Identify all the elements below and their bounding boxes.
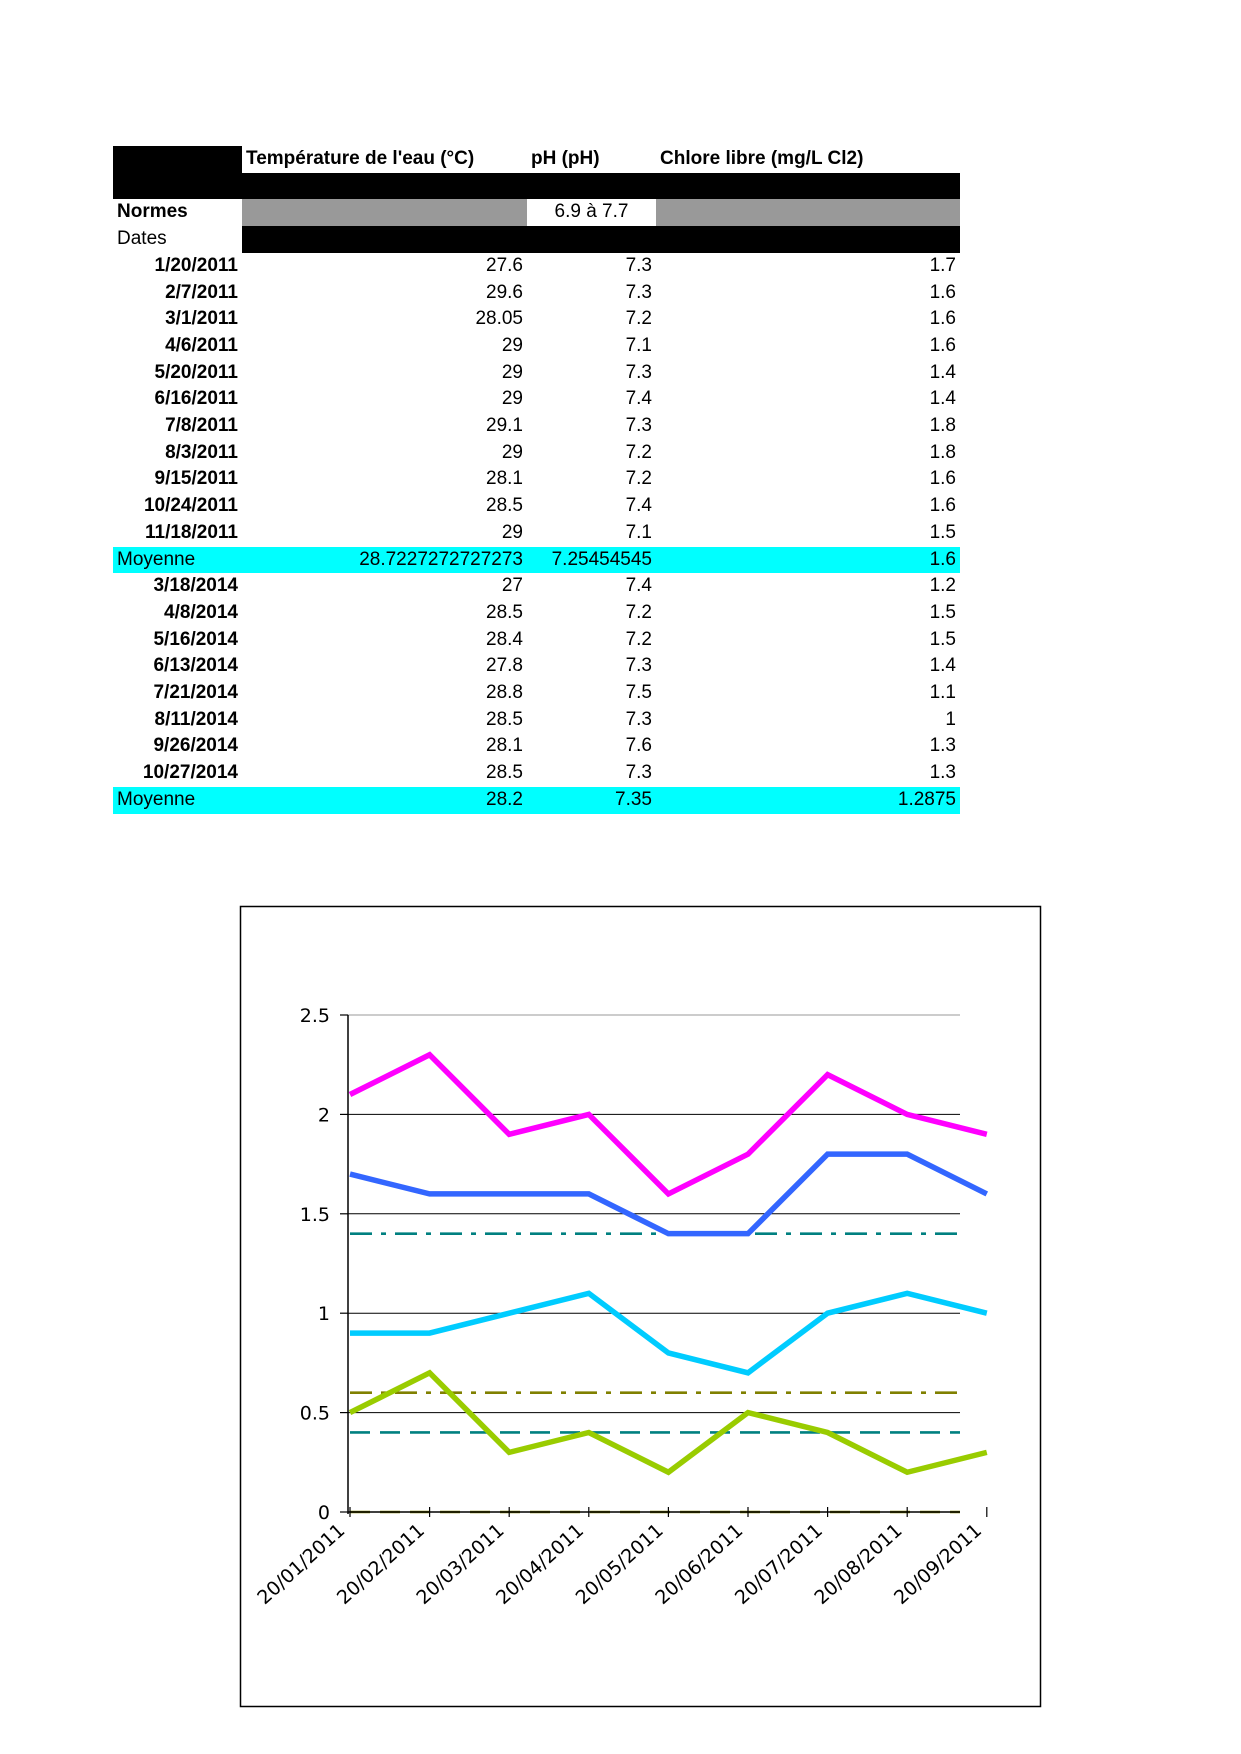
value-cell: 28.5 [486,762,523,784]
date-cell: 8/11/2014 [154,708,238,730]
y-tick-label: 2.5 [299,1005,330,1027]
x-tick-label: 20/05/2011 [571,1519,668,1609]
value-cell: 28.05 [475,308,523,330]
header-temperature: Température de l'eau (°C) [246,148,475,169]
value-cell: 29 [501,441,523,463]
normes-ph-value: 6.9 à 7.7 [554,201,629,223]
table-row [113,573,960,600]
table-row [113,760,960,787]
date-cell: 9/26/2014 [153,735,238,757]
average-label: Moyenne [113,787,242,814]
average-value: 1.2875 [656,787,960,814]
value-cell: 1.3 [929,735,956,757]
value-cell: 7.3 [625,708,652,730]
value-cell: 1.8 [929,441,956,463]
value-cell: 29 [501,521,523,543]
value-cell: 1.6 [929,334,956,356]
date-cell: 5/20/2011 [154,361,238,383]
value-cell: 1 [945,708,956,730]
value-cell: 7.3 [625,415,652,437]
date-cell: 8/3/2011 [165,441,238,463]
value-cell: 7.3 [625,361,652,383]
value-cell: 1.4 [929,388,956,410]
y-tick-label: 0 [317,1502,330,1524]
value-cell: 1.6 [929,468,956,490]
value-cell: 28.1 [486,735,523,757]
average-value: 28.2 [242,787,527,814]
value-cell: 7.2 [625,441,652,463]
table-row [113,386,960,413]
x-tick-label: 20/02/2011 [332,1519,429,1609]
date-cell: 7/21/2014 [153,682,238,704]
value-cell: 1.3 [929,762,956,784]
value-cell: 7.6 [625,735,652,757]
average-value: 7.25454545 [527,547,656,574]
data-table [113,146,960,814]
line-chart [240,906,987,1609]
average-row [113,787,960,814]
value-cell: 7.4 [625,495,652,517]
date-cell: 4/8/2014 [164,601,238,623]
normes-row [113,199,960,226]
value-cell: 7.2 [625,308,652,330]
date-cell: 11/18/2011 [145,521,238,543]
date-cell: 5/16/2014 [153,628,238,650]
table-row [113,440,960,467]
normes-temperature-cell [242,199,527,226]
normes-label: Normes [117,201,188,223]
value-cell: 1.5 [929,628,956,650]
value-cell: 7.2 [625,628,652,650]
table-row [113,333,960,360]
value-cell: 7.3 [625,281,652,303]
chart-svg [240,906,987,1609]
value-cell: 29 [501,361,523,383]
value-cell: 1.8 [929,415,956,437]
x-tick-label: 20/06/2011 [651,1519,748,1609]
value-cell: 1.7 [929,254,956,276]
value-cell: 28.5 [486,495,523,517]
table-row [113,600,960,627]
header-ph: pH (pH) [531,148,600,169]
x-tick-label: 20/08/2011 [810,1519,907,1609]
date-cell: 9/15/2011 [154,468,238,490]
value-cell: 29 [501,334,523,356]
dates-row [113,226,960,253]
value-cell: 7.1 [625,334,652,356]
value-cell: 7.2 [625,468,652,490]
value-cell: 7.4 [625,388,652,410]
value-cell: 1.5 [929,521,956,543]
date-cell: 6/13/2014 [153,655,238,677]
value-cell: 27 [501,575,523,597]
header-chlore: Chlore libre (mg/L Cl2) [660,148,864,169]
value-cell: 1.1 [929,682,956,704]
date-cell: 6/16/2011 [154,388,238,410]
table-row [113,627,960,654]
date-cell: 1/20/2011 [154,254,238,276]
normes-chlore-cell [656,199,960,226]
value-cell: 1.6 [929,495,956,517]
value-cell: 28.4 [486,628,523,650]
value-cell: 27.8 [486,655,523,677]
x-tick-label: 20/07/2011 [730,1519,827,1609]
value-cell: 1.6 [929,308,956,330]
average-label: Moyenne [113,547,242,574]
date-cell: 10/27/2014 [142,762,238,784]
table-row [113,493,960,520]
value-cell: 7.4 [625,575,652,597]
y-tick-label: 1 [317,1303,330,1326]
average-value: 28.7227272727273 [242,547,527,574]
table-row [113,360,960,387]
black-band-row [113,173,960,200]
table-row [113,680,960,707]
value-cell: 7.3 [625,762,652,784]
table-row [113,733,960,760]
table-row [113,520,960,547]
date-cell: 2/7/2011 [165,281,238,303]
date-cell: 3/1/2011 [165,308,238,330]
table-row [113,653,960,680]
value-cell: 29.6 [486,281,523,303]
value-cell: 7.3 [625,254,652,276]
value-cell: 28.5 [486,708,523,730]
table-row [113,280,960,307]
x-tick-label: 20/09/2011 [890,1519,987,1609]
value-cell: 7.2 [625,601,652,623]
average-row [113,547,960,574]
y-tick-label: 0.5 [299,1402,330,1425]
value-cell: 28.5 [486,601,523,623]
dates-label: Dates [117,228,167,250]
x-tick-label: 20/01/2011 [253,1519,350,1609]
table-row [113,466,960,493]
header-cell-empty [113,146,242,173]
table-row [113,413,960,440]
value-cell: 1.2 [929,575,956,597]
x-tick-label: 20/04/2011 [492,1519,589,1609]
value-cell: 1.6 [929,281,956,303]
value-cell: 27.6 [486,254,523,276]
header-row [113,146,960,173]
average-value: 7.35 [527,787,656,814]
average-value: 1.6 [656,547,960,574]
table-row [113,253,960,280]
date-cell: 10/24/2011 [143,495,238,517]
y-tick-label: 1.5 [299,1203,330,1226]
value-cell: 7.5 [625,682,652,704]
table-row [113,306,960,333]
table-row [113,707,960,734]
value-cell: 7.3 [625,655,652,677]
value-cell: 1.4 [929,361,956,383]
date-cell: 3/18/2014 [153,575,238,597]
value-cell: 1.5 [929,601,956,623]
value-cell: 28.1 [486,468,523,490]
y-tick-label: 2 [317,1104,330,1127]
value-cell: 7.1 [625,521,652,543]
value-cell: 1.4 [929,655,956,677]
date-cell: 7/8/2011 [165,415,238,437]
value-cell: 29 [501,388,523,410]
value-cell: 28.8 [486,682,523,704]
value-cell: 29.1 [486,415,523,437]
x-tick-label: 20/03/2011 [412,1519,509,1609]
date-cell: 4/6/2011 [165,334,238,356]
